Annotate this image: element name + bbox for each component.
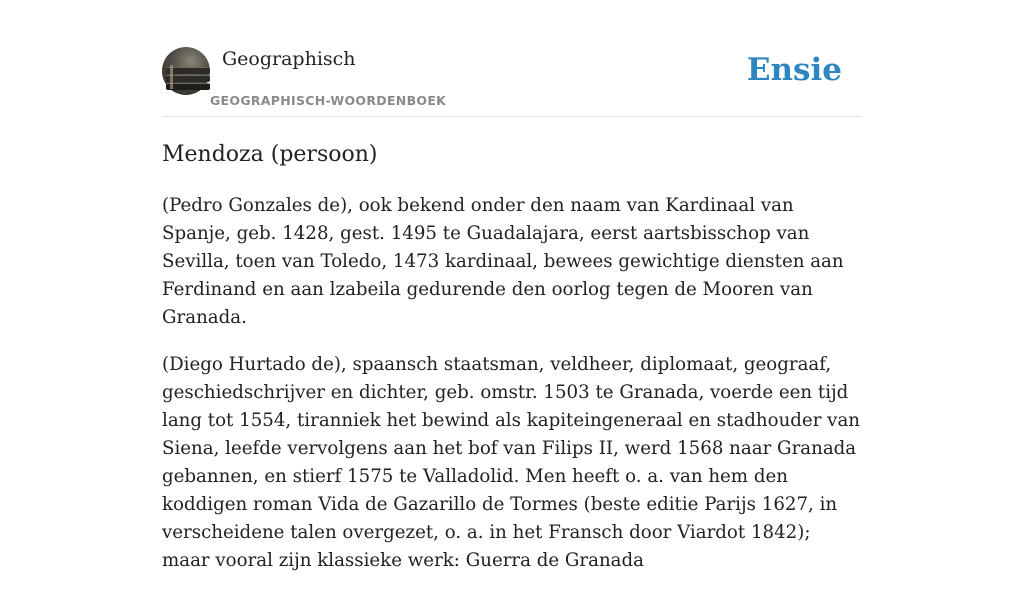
source-slug-link[interactable]: GEOGRAPHISCH-WOORDENBOEK [210, 93, 447, 108]
source-header [162, 47, 862, 117]
source-avatar[interactable] [162, 47, 210, 95]
brand-logo-link[interactable]: Ensie [746, 52, 842, 88]
book-spine-icon [170, 65, 173, 89]
article-body [162, 192, 862, 594]
source-title-link[interactable]: Geographisch [222, 48, 356, 70]
article-paragraph: (Diego Hurtado de), spaansch staatsman, veldheer, diplomaat, geograaf, geschiedschrijver en dichter, geb. omstr. 1503 te Granada, voerde een tijd lang tot 1554, tiranniek het bewind als kapiteingeneraal en stadhouder van Siena, leefde vervolgens aan het bof van Filips II, werd 1568 naar Granada gebannen, en stierf 1575 te Valladolid. Men heeft o. a. van hem den koddigen roman Vida de Gazarillo de Tormes (beste editie Parijs 1627, in verscheidene talen overgezet, o. a. in het Fransch door Viardot 1842); maar vooral zijn klassieke werk: Guerra de Granada [162, 354, 860, 571]
article-paragraph: (Pedro Gonzales de), ook bekend onder den naam van Kardinaal van Spanje, geb. 1428, gest. 1495 te Guadalajara, eerst aartsbisschop van Sevilla, toen van Toledo, 1473 kardinaal, bewees gewichtige diensten aan Ferdinand en aan lzabeila gedurende den oorlog tegen de Mooren van Granada. [162, 195, 844, 328]
page-title: Mendoza (persoon) [162, 142, 378, 167]
